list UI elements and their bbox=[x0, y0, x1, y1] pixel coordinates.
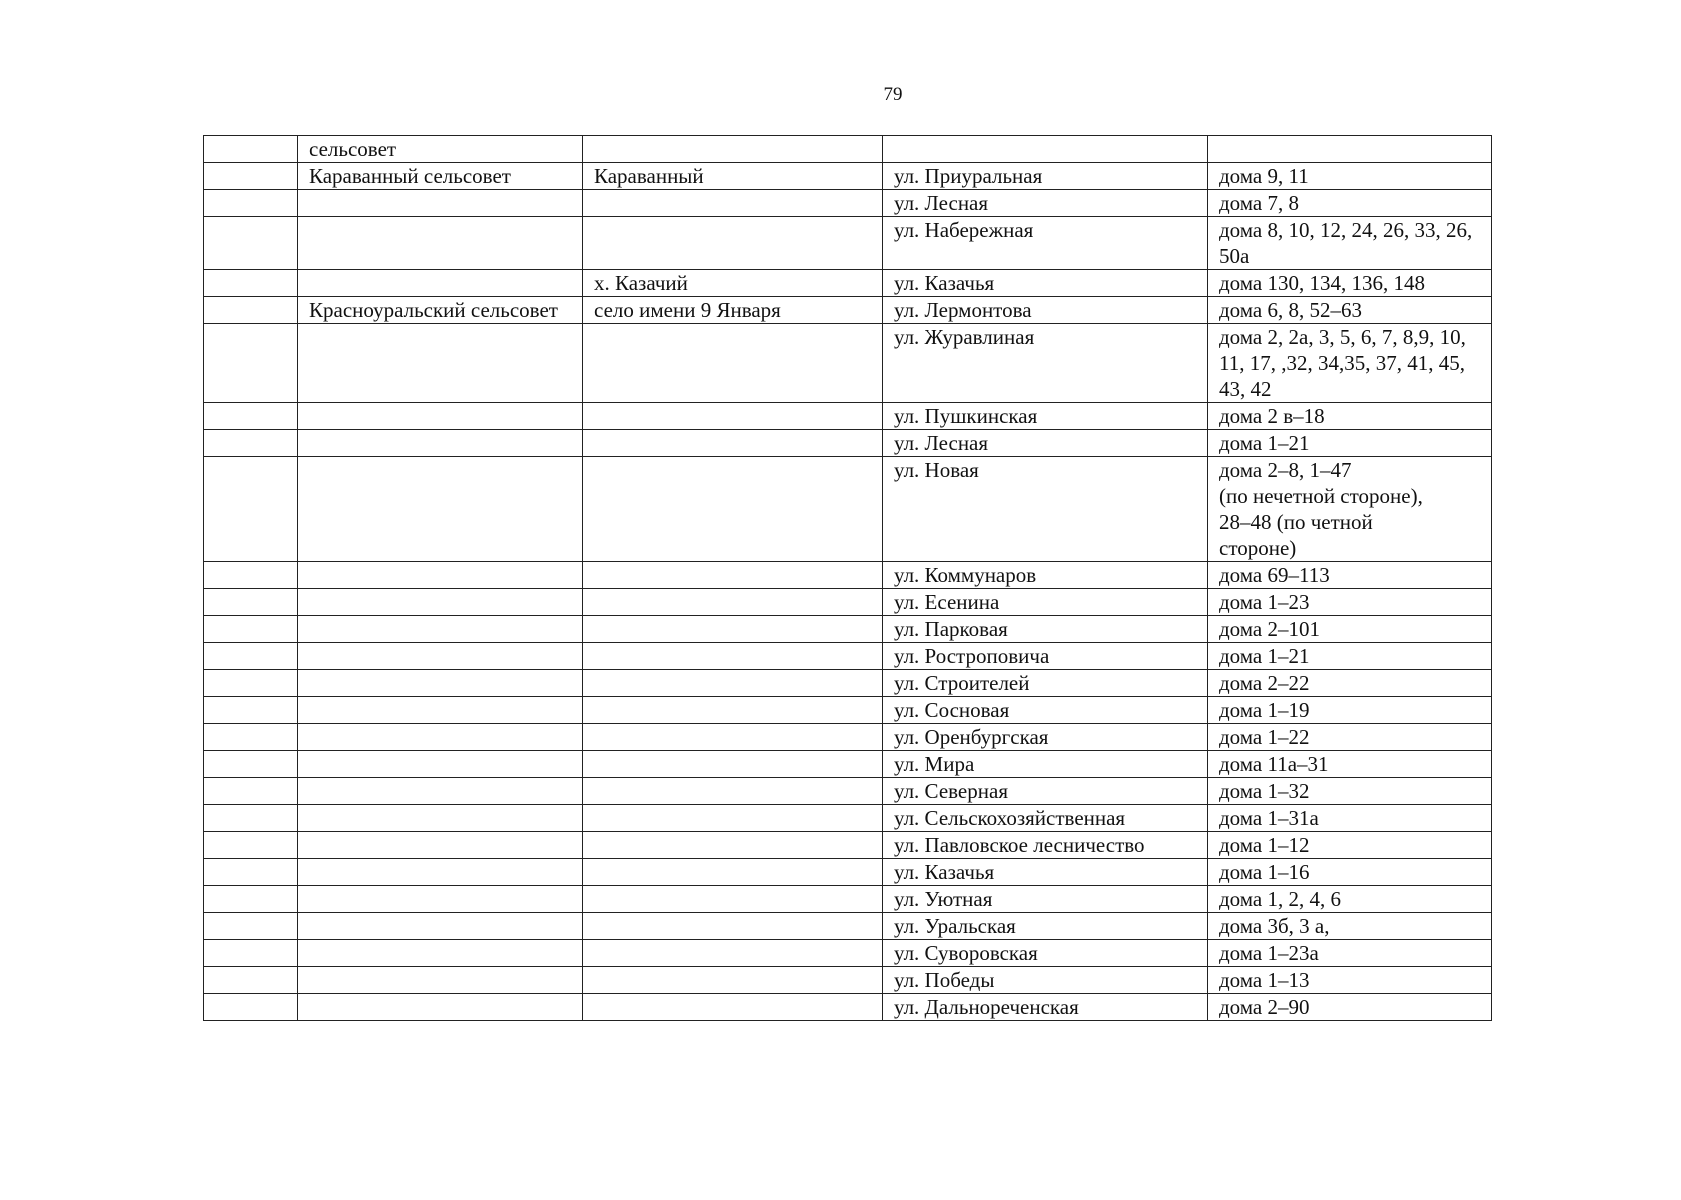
houses-cell: дома 9, 11 bbox=[1208, 163, 1492, 190]
houses-cell bbox=[1208, 136, 1492, 163]
council-cell: Караванный сельсовет bbox=[298, 163, 583, 190]
houses-cell: дома 1–12 bbox=[1208, 832, 1492, 859]
row-number-cell bbox=[204, 697, 298, 724]
street-cell: ул. Пушкинская bbox=[883, 403, 1208, 430]
settlement-cell bbox=[583, 697, 883, 724]
table-row bbox=[204, 163, 1492, 190]
houses-cell: дома 8, 10, 12, 24, 26, 33, 26, 50а bbox=[1208, 217, 1492, 270]
council-cell bbox=[298, 616, 583, 643]
council-cell bbox=[298, 457, 583, 562]
settlement-cell bbox=[583, 940, 883, 967]
street-cell: ул. Лермонтова bbox=[883, 297, 1208, 324]
street-cell: ул. Строителей bbox=[883, 670, 1208, 697]
table-row bbox=[204, 430, 1492, 457]
houses-cell: дома 1–23а bbox=[1208, 940, 1492, 967]
council-cell bbox=[298, 724, 583, 751]
table-row bbox=[204, 805, 1492, 832]
houses-cell: дома 2–101 bbox=[1208, 616, 1492, 643]
council-cell bbox=[298, 562, 583, 589]
council-cell bbox=[298, 913, 583, 940]
street-cell: ул. Ростроповича bbox=[883, 643, 1208, 670]
settlement-cell bbox=[583, 805, 883, 832]
table-row bbox=[204, 403, 1492, 430]
council-cell bbox=[298, 403, 583, 430]
table-row bbox=[204, 270, 1492, 297]
settlement-cell bbox=[583, 136, 883, 163]
settlement-cell bbox=[583, 724, 883, 751]
houses-cell: дома 1–31а bbox=[1208, 805, 1492, 832]
row-number-cell bbox=[204, 136, 298, 163]
street-cell: ул. Казачья bbox=[883, 270, 1208, 297]
table-row bbox=[204, 940, 1492, 967]
houses-cell: дома 11а–31 bbox=[1208, 751, 1492, 778]
table-row bbox=[204, 324, 1492, 403]
houses-cell: дома 130, 134, 136, 148 bbox=[1208, 270, 1492, 297]
settlement-cell bbox=[583, 562, 883, 589]
settlement-cell bbox=[583, 886, 883, 913]
row-number-cell bbox=[204, 643, 298, 670]
street-cell: ул. Уютная bbox=[883, 886, 1208, 913]
settlement-cell bbox=[583, 217, 883, 270]
council-cell bbox=[298, 670, 583, 697]
row-number-cell bbox=[204, 670, 298, 697]
table-row bbox=[204, 859, 1492, 886]
council-cell bbox=[298, 430, 583, 457]
street-cell: ул. Северная bbox=[883, 778, 1208, 805]
houses-cell: дома 1–32 bbox=[1208, 778, 1492, 805]
houses-cell: дома 1–22 bbox=[1208, 724, 1492, 751]
table-row bbox=[204, 724, 1492, 751]
council-cell: сельсовет bbox=[298, 136, 583, 163]
council-cell bbox=[298, 190, 583, 217]
council-cell bbox=[298, 832, 583, 859]
street-cell: ул. Сосновая bbox=[883, 697, 1208, 724]
table-row bbox=[204, 457, 1492, 562]
page-number: 79 bbox=[883, 84, 903, 105]
row-number-cell bbox=[204, 940, 298, 967]
street-cell: ул. Оренбургская bbox=[883, 724, 1208, 751]
settlement-cell bbox=[583, 967, 883, 994]
settlement-cell bbox=[583, 324, 883, 403]
settlement-cell bbox=[583, 430, 883, 457]
houses-cell: дома 2, 2а, 3, 5, 6, 7, 8,9, 10, 11, 17, ,32, 34,35, 37, 41, 45, 43, 42 bbox=[1208, 324, 1492, 403]
council-cell bbox=[298, 643, 583, 670]
table-row bbox=[204, 967, 1492, 994]
row-number-cell bbox=[204, 751, 298, 778]
settlement-cell bbox=[583, 457, 883, 562]
street-cell: ул. Сельскохозяйственная bbox=[883, 805, 1208, 832]
table-row bbox=[204, 190, 1492, 217]
table-row bbox=[204, 697, 1492, 724]
council-cell bbox=[298, 994, 583, 1021]
address-table bbox=[203, 135, 1492, 1021]
houses-cell: дома 2 в–18 bbox=[1208, 403, 1492, 430]
houses-cell: дома 2–90 bbox=[1208, 994, 1492, 1021]
council-cell bbox=[298, 967, 583, 994]
table-row bbox=[204, 562, 1492, 589]
houses-cell: дома 1–23 bbox=[1208, 589, 1492, 616]
table-row bbox=[204, 643, 1492, 670]
street-cell: ул. Новая bbox=[883, 457, 1208, 562]
table-row bbox=[204, 994, 1492, 1021]
settlement-cell bbox=[583, 403, 883, 430]
row-number-cell bbox=[204, 832, 298, 859]
row-number-cell bbox=[204, 778, 298, 805]
row-number-cell bbox=[204, 270, 298, 297]
row-number-cell bbox=[204, 616, 298, 643]
row-number-cell bbox=[204, 297, 298, 324]
table-row bbox=[204, 832, 1492, 859]
row-number-cell bbox=[204, 967, 298, 994]
row-number-cell bbox=[204, 217, 298, 270]
street-cell: ул. Парковая bbox=[883, 616, 1208, 643]
council-cell bbox=[298, 589, 583, 616]
table-row bbox=[204, 589, 1492, 616]
houses-cell: дома 2–22 bbox=[1208, 670, 1492, 697]
houses-cell: дома 1, 2, 4, 6 bbox=[1208, 886, 1492, 913]
row-number-cell bbox=[204, 589, 298, 616]
council-cell bbox=[298, 805, 583, 832]
table-row bbox=[204, 616, 1492, 643]
settlement-cell bbox=[583, 778, 883, 805]
street-cell: ул. Коммунаров bbox=[883, 562, 1208, 589]
council-cell bbox=[298, 778, 583, 805]
settlement-cell bbox=[583, 913, 883, 940]
row-number-cell bbox=[204, 163, 298, 190]
street-cell: ул. Мира bbox=[883, 751, 1208, 778]
council-cell bbox=[298, 270, 583, 297]
street-cell: ул. Уральская bbox=[883, 913, 1208, 940]
settlement-cell: Караванный bbox=[583, 163, 883, 190]
houses-cell: дома 3б, 3 а, bbox=[1208, 913, 1492, 940]
council-cell bbox=[298, 886, 583, 913]
row-number-cell bbox=[204, 886, 298, 913]
street-cell: ул. Суворовская bbox=[883, 940, 1208, 967]
table-row bbox=[204, 670, 1492, 697]
council-cell bbox=[298, 859, 583, 886]
row-number-cell bbox=[204, 324, 298, 403]
street-cell: ул. Павловское лесничество bbox=[883, 832, 1208, 859]
table-row bbox=[204, 217, 1492, 270]
row-number-cell bbox=[204, 430, 298, 457]
settlement-cell bbox=[583, 670, 883, 697]
row-number-cell bbox=[204, 562, 298, 589]
houses-cell: дома 69–113 bbox=[1208, 562, 1492, 589]
settlement-cell bbox=[583, 616, 883, 643]
settlement-cell bbox=[583, 643, 883, 670]
settlement-cell bbox=[583, 859, 883, 886]
street-cell: ул. Казачья bbox=[883, 859, 1208, 886]
houses-cell: дома 6, 8, 52–63 bbox=[1208, 297, 1492, 324]
table-row bbox=[204, 136, 1492, 163]
table-row bbox=[204, 751, 1492, 778]
council-cell: Красноуральский сельсовет bbox=[298, 297, 583, 324]
houses-cell: дома 1–16 bbox=[1208, 859, 1492, 886]
table-row bbox=[204, 297, 1492, 324]
row-number-cell bbox=[204, 805, 298, 832]
row-number-cell bbox=[204, 913, 298, 940]
street-cell: ул. Есенина bbox=[883, 589, 1208, 616]
council-cell bbox=[298, 217, 583, 270]
settlement-cell bbox=[583, 832, 883, 859]
street-cell: ул. Дальнореченская bbox=[883, 994, 1208, 1021]
houses-cell: дома 7, 8 bbox=[1208, 190, 1492, 217]
street-cell: ул. Лесная bbox=[883, 190, 1208, 217]
houses-cell: дома 2–8, 1–47 (по нечетной стороне), 28–48 (по четной стороне) bbox=[1208, 457, 1492, 562]
settlement-cell: село имени 9 Января bbox=[583, 297, 883, 324]
settlement-cell bbox=[583, 751, 883, 778]
street-cell bbox=[883, 136, 1208, 163]
row-number-cell bbox=[204, 724, 298, 751]
row-number-cell bbox=[204, 457, 298, 562]
street-cell: ул. Победы bbox=[883, 967, 1208, 994]
street-cell: ул. Лесная bbox=[883, 430, 1208, 457]
table-row bbox=[204, 913, 1492, 940]
row-number-cell bbox=[204, 859, 298, 886]
row-number-cell bbox=[204, 994, 298, 1021]
houses-cell: дома 1–21 bbox=[1208, 430, 1492, 457]
houses-cell: дома 1–13 bbox=[1208, 967, 1492, 994]
row-number-cell bbox=[204, 190, 298, 217]
houses-cell: дома 1–21 bbox=[1208, 643, 1492, 670]
street-cell: ул. Приуральная bbox=[883, 163, 1208, 190]
settlement-cell bbox=[583, 994, 883, 1021]
houses-cell: дома 1–19 bbox=[1208, 697, 1492, 724]
table-row bbox=[204, 886, 1492, 913]
row-number-cell bbox=[204, 403, 298, 430]
street-cell: ул. Набережная bbox=[883, 217, 1208, 270]
settlement-cell bbox=[583, 190, 883, 217]
table-body bbox=[204, 136, 1492, 1021]
council-cell bbox=[298, 697, 583, 724]
table-row bbox=[204, 778, 1492, 805]
council-cell bbox=[298, 324, 583, 403]
settlement-cell: х. Казачий bbox=[583, 270, 883, 297]
council-cell bbox=[298, 751, 583, 778]
street-cell: ул. Журавлиная bbox=[883, 324, 1208, 403]
settlement-cell bbox=[583, 589, 883, 616]
council-cell bbox=[298, 940, 583, 967]
